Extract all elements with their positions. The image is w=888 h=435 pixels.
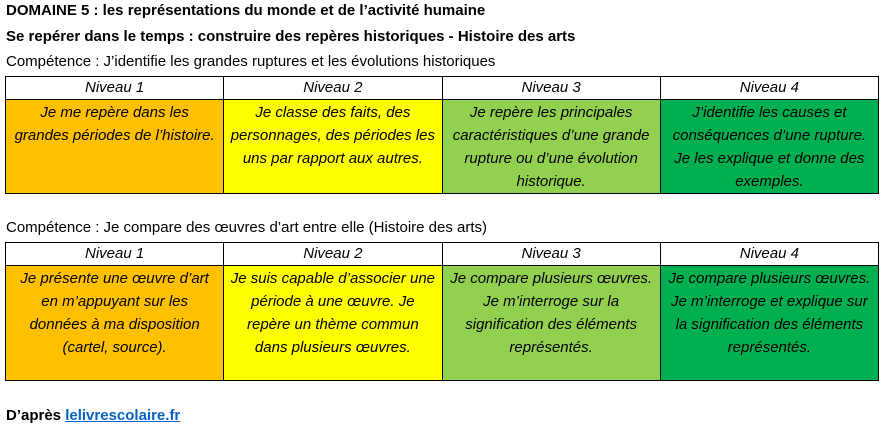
level-header: Niveau 4 <box>660 77 878 100</box>
level-header: Niveau 3 <box>442 243 660 266</box>
source-prefix: D’après <box>6 407 66 424</box>
level-header: Niveau 4 <box>660 243 878 266</box>
level-4-cell: Je compare plusieurs œuvres. Je m’interroge et explique sur la signification des éléments représentés. <box>660 266 878 381</box>
level-1-cell: Je me repère dans les grandes périodes de l’histoire. <box>6 100 224 194</box>
level-header: Niveau 2 <box>224 243 442 266</box>
level-4-cell: J’identifie les causes et conséquences d’une rupture. Je les explique et donne des exemples. <box>660 100 878 194</box>
source-link[interactable]: lelivrescolaire.fr <box>65 407 181 424</box>
table-header-row <box>6 243 879 266</box>
competence-2-label: Compétence : Je compare des œuvres d’art entre elle (Histoire des arts) <box>6 219 488 236</box>
level-1-cell: Je présente une œuvre d’art en m’appuyant sur les données à ma disposition (cartel, source). <box>6 266 224 381</box>
table-row <box>6 100 879 194</box>
competence-2-table <box>5 242 879 381</box>
level-header: Niveau 1 <box>6 77 224 100</box>
level-2-cell: Je suis capable d’associer une période à une œuvre. Je repère un thème commun dans plusieurs œuvres. <box>224 266 442 381</box>
level-header: Niveau 2 <box>224 77 442 100</box>
level-3-cell: Je compare plusieurs œuvres. Je m’interroge sur la signification des éléments représentés. <box>442 266 660 381</box>
source-footer <box>6 406 180 426</box>
table-header-row <box>6 77 879 100</box>
level-2-cell: Je classe des faits, des personnages, des périodes les uns par rapport aux autres. <box>224 100 442 194</box>
level-header: Niveau 1 <box>6 243 224 266</box>
subtitle: Se repérer dans le temps : construire des repères historiques - Histoire des arts <box>6 28 576 45</box>
table-row <box>6 266 879 381</box>
domain-title: DOMAINE 5 : les représentations du monde et de l’activité humaine <box>6 2 486 19</box>
level-3-cell: Je repère les principales caractéristiques d’une grande rupture ou d’une évolution historique. <box>442 100 660 194</box>
competence-1-table <box>5 76 879 194</box>
level-header: Niveau 3 <box>442 77 660 100</box>
competence-1-label: Compétence : J’identifie les grandes ruptures et les évolutions historiques <box>6 53 496 70</box>
